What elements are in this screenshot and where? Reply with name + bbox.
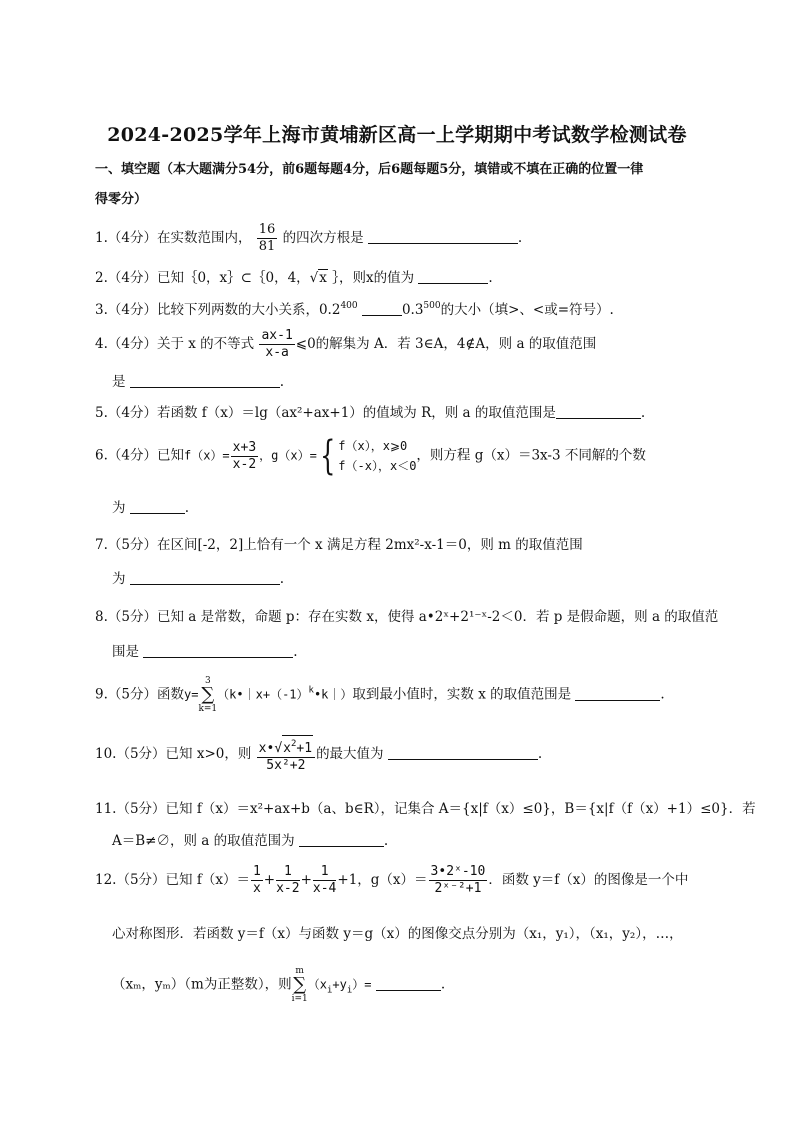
question-4-line-2: 是 . <box>112 374 285 390</box>
question-8-line-2: 围是 . <box>112 644 298 660</box>
question-5: 5.（4分）若函数 f（x）＝lg（ax²+ax+1）的值域为 R，则 a 的取值范围是 . <box>95 405 646 421</box>
question-12-line-2: 心对称图形．若函数 y＝f（x）与函数 y＝g（x）的图像交点分别为（x₁，y₁），（x₁，y₂），…， <box>112 926 683 942</box>
question-4: 4.（4分）关于 x 的不等式 $\frac{ax-1}{x-a}$ ⩽0的解集为 A．若 3∈A，4∉A，则 a 的取值范围 <box>95 328 597 360</box>
answer-blank[interactable] <box>368 229 518 244</box>
page-title: 2024-2025学年上海市黄埔新区高一上学期期中考试数学检测试卷 <box>107 124 687 146</box>
fraction: $\frac{ax-1}{x-a}$ <box>261 328 293 360</box>
fraction: $\frac{1}{x-2}$ <box>276 864 300 896</box>
question-11: 11.（5分）已知 f（x）＝x²+ax+b（a、b∈R），记集合 A＝{x|f（x）≤0}，B＝{x|f（f（x）+1）≤0}．若 <box>95 801 756 817</box>
question-6: 6.（4分）已知f（x）= $\frac{x+3}{x-2}$ ，g（x）={ f（x），x⩾0 f（-x），x＜0 ，则方程 g（x）＝3x-3 不同解的个数 <box>95 433 646 479</box>
answer-blank[interactable] <box>130 570 280 585</box>
answer-blank[interactable] <box>299 832 384 847</box>
question-10: 10.（5分）已知 x>0，则 $\frac{x•√x^2+1}{\text{5x²+2}}$ 的最大值为 . <box>95 735 542 774</box>
section-line-2: 得零分） <box>95 192 148 207</box>
section-line-1: 一、填空题（本大题满分54分，前6题每题4分，后6题每题5分，填错或不填在正确的位置一律 <box>95 162 644 177</box>
fraction: $\frac{\text{3•2ˣ-10}}{\text{2ˣ⁻²+1}}$ <box>430 864 486 896</box>
question-3: 3.（4分）比较下列两数的大小关系，$0.2^{400}$ $0.3^{500}$的大小（填>、<或=符号）. <box>95 301 614 318</box>
fraction: $\frac{x+3}{x-2}$ <box>232 439 257 472</box>
piecewise-cases: f（x），x⩾0 f（-x），x＜0 <box>338 439 417 473</box>
answer-blank[interactable] <box>362 301 402 316</box>
sigma-icon: 3 ∑ k=1 <box>198 676 218 714</box>
fraction: $\frac{1}{x}$ <box>252 864 261 896</box>
section-header <box>95 155 705 215</box>
sqrt-icon: √ <box>274 741 283 756</box>
question-1: 1.（4分）在实数范围内， $\frac{16}{81}$ 的四次方根是 . <box>95 222 523 254</box>
question-2: 2.（4分）已知｛0，x｝⊂｛0，4，√x ｝，则x的值为 . <box>95 270 493 286</box>
answer-blank[interactable] <box>130 499 185 514</box>
answer-blank[interactable] <box>556 404 641 419</box>
brace-icon: { <box>319 433 336 479</box>
fraction: $\frac{x•√x^2+1}{\text{5x²+2}}$ <box>257 735 315 774</box>
answer-blank[interactable] <box>388 745 538 760</box>
question-12: 12.（5分）已知 f（x）＝ $\frac{1}{x}$ + $\frac{1}{x-2}$ + $\frac{1}{x-4}$ +1，g（x）＝ $\frac{\text{3•2ˣ-10}}{\text{2ˣ⁻²+1}}$ ．函数 y＝f（x）的图像是一个中 <box>95 864 689 896</box>
question-7-line-2: 为 . <box>112 571 285 587</box>
sigma-icon: m ∑ i=1 <box>291 966 308 1004</box>
question-12-line-3: （xₘ，yₘ）（m为正整数），则m ∑ $i=1(x_i+y_i)=$ . <box>112 966 446 1004</box>
sqrt-icon: √ <box>309 270 319 286</box>
question-8: 8.（5分）已知 a 是常数，命题 p：存在实数 x，使得 a•2ˣ+2¹⁻ˣ-2＜0．若 p 是假命题，则 a 的取值范 <box>95 609 719 625</box>
answer-blank[interactable] <box>575 686 660 701</box>
answer-blank[interactable] <box>376 976 441 991</box>
answer-blank[interactable] <box>418 269 488 284</box>
question-7: 7.（5分）在区间[-2，2]上恰有一个 x 满足方程 2mx²-x-1＝0，则 m 的取值范围 <box>95 537 583 553</box>
question-11-line-2: A＝B≠∅，则 a 的取值范围为 . <box>112 833 389 849</box>
answer-blank[interactable] <box>130 373 280 388</box>
answer-blank[interactable] <box>143 643 293 658</box>
question-9: 9.（5分）函数y=3 ∑ $k=1(k•|x+(-1)^k•k|)$取到最小值时，实数 x 的取值范围是 . <box>95 676 665 714</box>
fraction: $\frac{16}{81}$ <box>258 222 276 254</box>
question-6-line-2: 为 . <box>112 500 190 516</box>
fraction: $\frac{1}{x-4}$ <box>312 864 337 896</box>
